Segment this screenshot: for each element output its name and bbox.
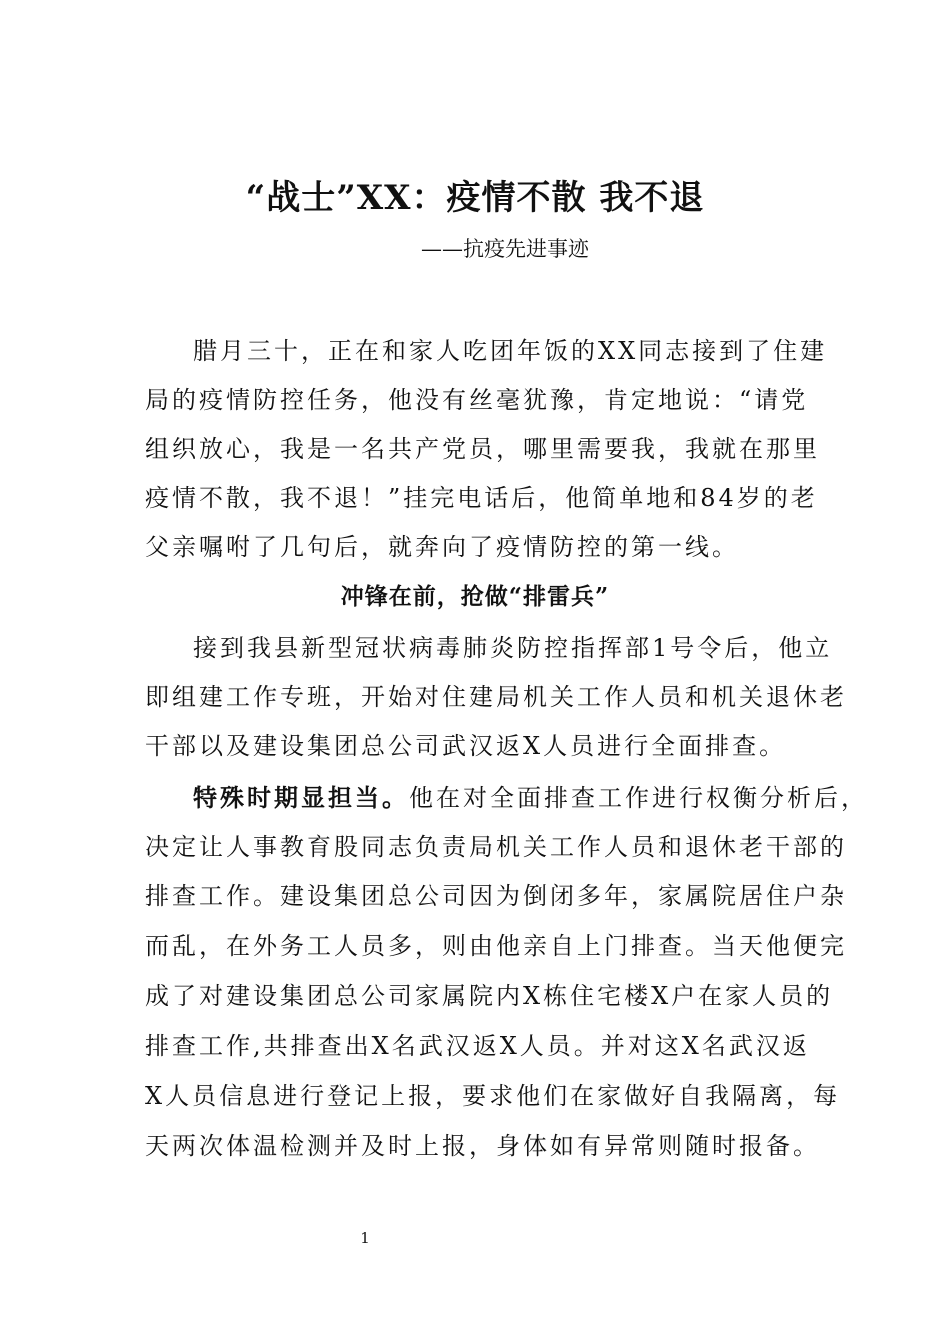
paragraph-line: 决定让人事教育股同志负责局机关工作人员和退休老干部的 [145,833,847,861]
page-number-text: 1 [360,1229,370,1247]
paragraph-line: 父亲嘱咐了几句后，就奔向了疫情防控的第一线。 [145,533,739,561]
paragraph-line: 疫情不散，我不退！”挂完电话后，他简单地和84岁的老 [145,484,818,512]
page-number [0,1228,950,1248]
paragraph-line: 接到我县新型冠状病毒肺炎防控指挥部1号令后，他立 [193,634,833,662]
paragraph-line: 局的疫情防控任务，他没有丝毫犹豫，肯定地说：“请党 [145,386,809,414]
section-heading: 冲锋在前，抢做“排雷兵” [340,583,610,610]
document-subtitle [0,232,950,266]
paragraph-line: 而乱，在外务工人员多，则由他亲自上门排查。当天他便完 [145,932,847,960]
subtitle-text: ——抗疫先进事迹 [421,237,589,261]
paragraph-line: 天两次体温检测并及时上报，身体如有异常则随时报备。 [145,1132,820,1160]
paragraph-line: 排查工作。建设集团总公司因为倒闭多年，家属院居住户杂 [145,882,847,910]
document-title: “战士”XX：疫情不散 我不退 [245,178,705,218]
paragraph-line [193,781,868,815]
paragraph-lead-bold: 特殊时期显担当。 [193,783,409,812]
paragraph-line: 即组建工作专班，开始对住建局机关工作人员和机关退休老 [145,683,847,711]
paragraph-line: 组织放心，我是一名共产党员，哪里需要我，我就在那里 [145,435,820,463]
paragraph-line: 腊月三十，正在和家人吃团年饭的XX同志接到了住建 [193,337,828,365]
paragraph-text: 他在对全面排查工作进行权衡分析后， [409,784,868,812]
paragraph-line: 排查工作,共排查出X名武汉返X人员。并对这X名武汉返 [145,1032,810,1060]
paragraph-line: 成了对建设集团总公司家属院内X栋住宅楼X户在家人员的 [145,982,834,1010]
paragraph-line: X人员信息进行登记上报，要求他们在家做好自我隔离，每 [145,1082,841,1110]
paragraph-line: 干部以及建设集团总公司武汉返X人员进行全面排查。 [145,732,787,760]
